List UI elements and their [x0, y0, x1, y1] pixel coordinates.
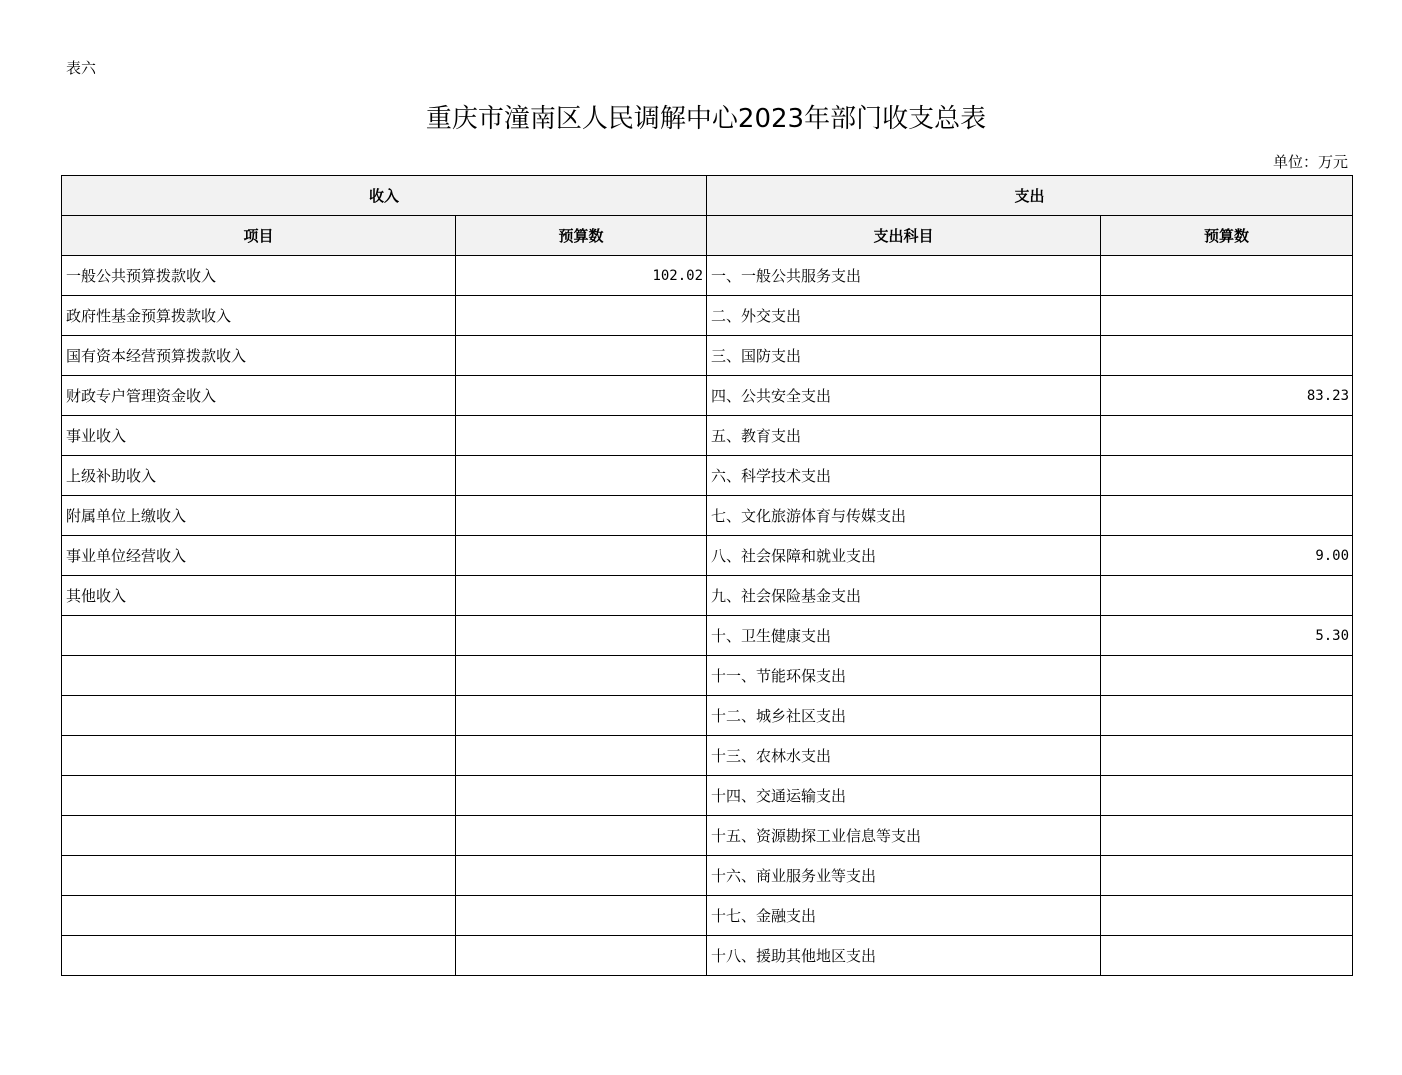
expense-budget-cell	[1101, 776, 1353, 816]
income-item-cell	[62, 896, 456, 936]
table-row	[62, 496, 1353, 536]
expense-item-cell: 八、社会保障和就业支出	[707, 536, 1101, 576]
income-budget-header: 预算数	[456, 216, 707, 256]
expense-budget-header: 预算数	[1101, 216, 1353, 256]
table-row	[62, 776, 1353, 816]
expense-item-cell: 五、教育支出	[707, 416, 1101, 456]
income-budget-cell	[456, 656, 707, 696]
income-budget-cell	[456, 776, 707, 816]
expense-item-cell: 七、文化旅游体育与传媒支出	[707, 496, 1101, 536]
income-budget-cell	[456, 336, 707, 376]
expense-item-cell: 四、公共安全支出	[707, 376, 1101, 416]
expense-item-cell: 十七、金融支出	[707, 896, 1101, 936]
income-item-cell	[62, 776, 456, 816]
income-item-cell: 附属单位上缴收入	[62, 496, 456, 536]
expense-item-cell: 二、外交支出	[707, 296, 1101, 336]
expense-item-header: 支出科目	[707, 216, 1101, 256]
expense-budget-cell	[1101, 416, 1353, 456]
table-row	[62, 576, 1353, 616]
expense-item-cell: 十、卫生健康支出	[707, 616, 1101, 656]
page-title: 重庆市潼南区人民调解中心2023年部门收支总表	[425, 104, 987, 134]
income-budget-cell	[456, 576, 707, 616]
column-header-row	[62, 216, 1353, 256]
income-budget-cell	[456, 816, 707, 856]
income-item-cell	[62, 936, 456, 976]
income-item-cell	[62, 816, 456, 856]
expense-item-cell: 六、科学技术支出	[707, 456, 1101, 496]
expense-budget-cell	[1101, 896, 1353, 936]
income-item-cell	[62, 856, 456, 896]
table-row	[62, 296, 1353, 336]
expense-item-cell: 九、社会保险基金支出	[707, 576, 1101, 616]
table-row	[62, 856, 1353, 896]
income-budget-cell	[456, 456, 707, 496]
expense-group-header: 支出	[707, 176, 1353, 216]
expense-item-cell: 十六、商业服务业等支出	[707, 856, 1101, 896]
income-budget-cell	[456, 376, 707, 416]
income-budget-cell: 102.02	[456, 256, 707, 296]
income-item-cell	[62, 696, 456, 736]
income-item-cell: 一般公共预算拨款收入	[62, 256, 456, 296]
expense-budget-cell	[1101, 656, 1353, 696]
income-budget-cell	[456, 536, 707, 576]
income-item-cell	[62, 616, 456, 656]
expense-item-cell: 十三、农林水支出	[707, 736, 1101, 776]
table-row	[62, 416, 1353, 456]
income-budget-cell	[456, 496, 707, 536]
income-budget-cell	[456, 296, 707, 336]
expense-budget-cell: 83.23	[1101, 376, 1353, 416]
unit-label: 单位：万元	[1272, 153, 1348, 171]
expense-item-cell: 十八、援助其他地区支出	[707, 936, 1101, 976]
expense-budget-cell	[1101, 256, 1353, 296]
expense-budget-cell	[1101, 816, 1353, 856]
income-item-header: 项目	[62, 216, 456, 256]
expense-item-cell: 十二、城乡社区支出	[707, 696, 1101, 736]
table-row	[62, 896, 1353, 936]
expense-item-cell: 十四、交通运输支出	[707, 776, 1101, 816]
expense-item-cell: 一、一般公共服务支出	[707, 256, 1101, 296]
group-header-row	[62, 176, 1353, 216]
table-row	[62, 736, 1353, 776]
income-budget-cell	[456, 736, 707, 776]
expense-budget-cell	[1101, 496, 1353, 536]
income-item-cell	[62, 656, 456, 696]
expense-budget-cell	[1101, 296, 1353, 336]
income-budget-cell	[456, 696, 707, 736]
expense-item-cell: 十五、资源勘探工业信息等支出	[707, 816, 1101, 856]
income-item-cell	[62, 736, 456, 776]
table-row	[62, 536, 1353, 576]
expense-budget-cell	[1101, 336, 1353, 376]
expense-budget-cell	[1101, 936, 1353, 976]
income-item-cell: 财政专户管理资金收入	[62, 376, 456, 416]
income-budget-cell	[456, 616, 707, 656]
table-row	[62, 936, 1353, 976]
table-row	[62, 256, 1353, 296]
income-group-header: 收入	[62, 176, 707, 216]
income-item-cell: 政府性基金预算拨款收入	[62, 296, 456, 336]
table-row	[62, 616, 1353, 656]
table-row	[62, 816, 1353, 856]
expense-budget-cell	[1101, 456, 1353, 496]
table-row	[62, 376, 1353, 416]
table-number-label: 表六	[66, 59, 97, 77]
table-row	[62, 656, 1353, 696]
income-budget-cell	[456, 936, 707, 976]
expense-budget-cell: 9.00	[1101, 536, 1353, 576]
income-budget-cell	[456, 416, 707, 456]
expense-budget-cell: 5.30	[1101, 616, 1353, 656]
expense-item-cell: 十一、节能环保支出	[707, 656, 1101, 696]
expense-budget-cell	[1101, 736, 1353, 776]
income-item-cell: 事业单位经营收入	[62, 536, 456, 576]
table-row	[62, 336, 1353, 376]
expense-item-cell: 三、国防支出	[707, 336, 1101, 376]
income-budget-cell	[456, 896, 707, 936]
expense-budget-cell	[1101, 856, 1353, 896]
table-row	[62, 456, 1353, 496]
expense-budget-cell	[1101, 696, 1353, 736]
table-row	[62, 696, 1353, 736]
income-item-cell: 上级补助收入	[62, 456, 456, 496]
expense-budget-cell	[1101, 576, 1353, 616]
budget-table-body	[62, 256, 1353, 976]
income-item-cell: 其他收入	[62, 576, 456, 616]
income-item-cell: 国有资本经营预算拨款收入	[62, 336, 456, 376]
income-item-cell: 事业收入	[62, 416, 456, 456]
budget-summary-table	[61, 175, 1353, 976]
income-budget-cell	[456, 856, 707, 896]
